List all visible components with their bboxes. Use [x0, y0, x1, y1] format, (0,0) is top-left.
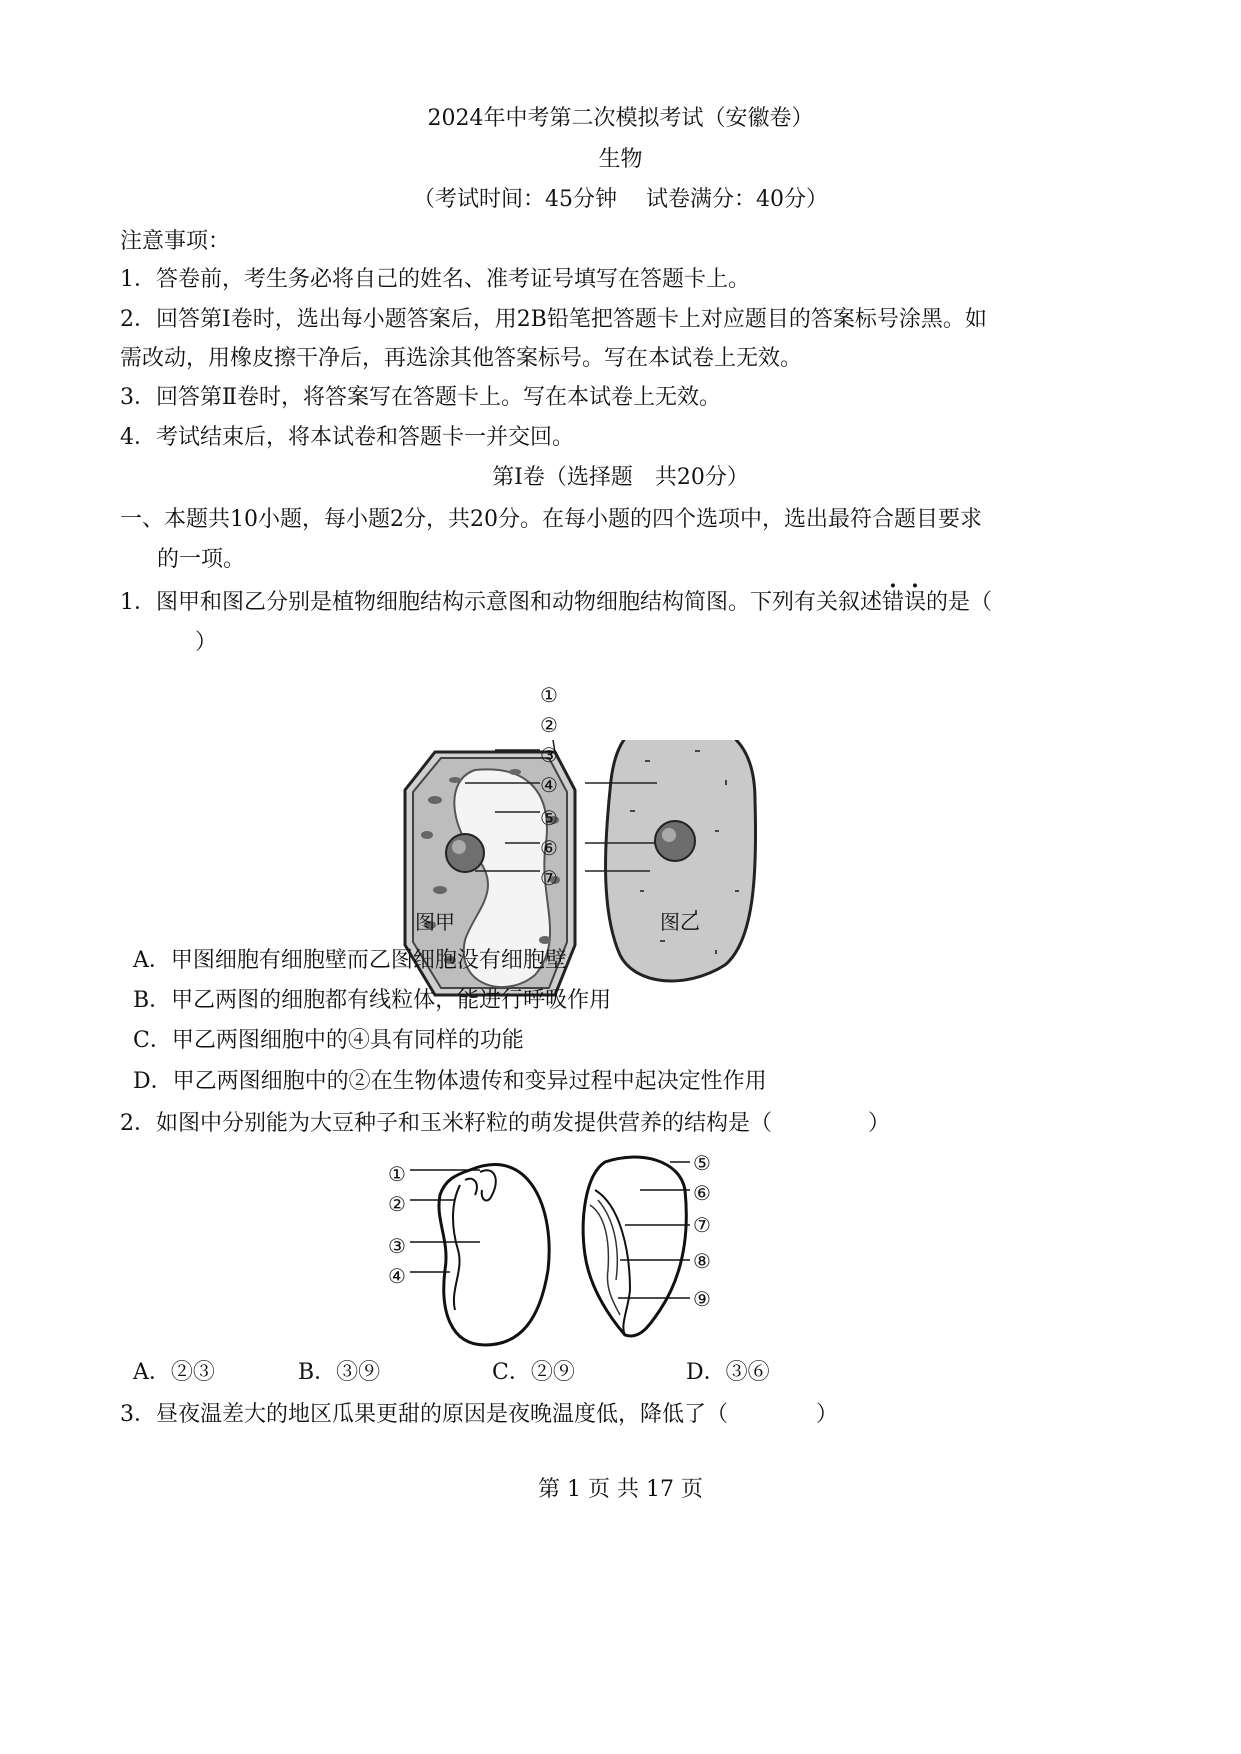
seed-label-7: ⑦	[693, 1213, 711, 1237]
q3-stem-close: ）	[816, 1402, 839, 1427]
exam-title: 2024年中考第二次模拟考试（安徽卷）	[427, 106, 814, 131]
q1-option-b: B．甲乙两图的细胞都有线粒体，能进行呼吸作用	[133, 988, 612, 1013]
seed-label-8: ⑧	[693, 1249, 711, 1273]
q1-emphasis-char-2: 误	[904, 590, 927, 615]
cell-label-4: ④	[540, 773, 558, 797]
cell-label-6: ⑥	[540, 836, 558, 860]
seed-label-1: ①	[388, 1162, 406, 1186]
seed-label-4: ④	[388, 1264, 406, 1288]
note-item-2-line-2: 需改动，用橡皮擦干净后，再选涂其他答案标号。写在本试卷上无效。	[120, 346, 803, 371]
corn-kernel-diagram	[583, 1157, 686, 1336]
note-item-3: 3．回答第Ⅱ卷时，将答案写在答题卡上。写在本试卷上无效。	[120, 385, 721, 410]
notes-heading: 注意事项：	[120, 229, 231, 254]
page-footer: 第 1 页 共 17 页	[538, 1477, 703, 1502]
q1-stem-close: ）	[195, 630, 218, 655]
q1-stem-text: 1．图甲和图乙分别是植物细胞结构示意图和动物细胞结构简图。下列有关叙述	[120, 590, 882, 615]
seed-label-5: ⑤	[693, 1151, 711, 1175]
caption-figure-a: 图甲	[415, 910, 455, 934]
q1-emphasis-char-1: 错	[882, 590, 905, 615]
q2-stem-close: ）	[868, 1111, 891, 1136]
seed-label-6: ⑥	[693, 1181, 711, 1205]
cell-label-1: ①	[540, 683, 558, 707]
q2-option-b: B．③⑨	[298, 1360, 381, 1385]
q2-stem: 2．如图中分别能为大豆种子和玉米籽粒的萌发提供营养的结构是（	[120, 1111, 772, 1136]
cell-label-2: ②	[540, 713, 558, 737]
q1-option-d: D．甲乙两图细胞中的②在生物体遗传和变异过程中起决定性作用	[133, 1069, 767, 1094]
seed-figure	[380, 1150, 740, 1350]
cell-label-7: ⑦	[540, 866, 558, 890]
note-item-1: 1．答卷前，考生务必将自己的姓名、准考证号填写在答题卡上。	[120, 267, 750, 292]
note-item-2-line-1: 2．回答第Ⅰ卷时，选出每小题答案后，用2B铅笔把答题卡上对应题目的答案标号涂黑。如	[120, 307, 987, 332]
q1-stem	[120, 588, 992, 618]
q2-option-c: C．②⑨	[492, 1360, 575, 1385]
cell-label-5: ⑤	[540, 806, 558, 830]
section-title: 第Ⅰ卷（选择题 共20分）	[492, 465, 749, 490]
seed-label-2: ②	[388, 1192, 406, 1216]
q1-option-c: C．甲乙两图细胞中的④具有同样的功能	[133, 1028, 524, 1053]
caption-figure-b: 图乙	[660, 910, 700, 934]
q1-stem-after: 的是（	[926, 590, 993, 615]
bean-seed-diagram	[439, 1165, 549, 1345]
seed-label-3: ③	[388, 1234, 406, 1258]
animal-cell-diagram	[606, 740, 756, 981]
q3-stem: 3．昼夜温差大的地区瓜果更甜的原因是夜晚温度低，降低了（	[120, 1402, 728, 1427]
exam-info: （考试时间：45分钟 试卷满分：40分）	[413, 187, 828, 212]
section-intro-line-1: 一、本题共10小题，每小题2分，共20分。在每小题的四个选项中，选出最符合题目要求	[120, 507, 982, 532]
section-intro-line-2: 的一项。	[157, 547, 246, 572]
subject-title: 生物	[598, 147, 643, 172]
note-item-4: 4．考试结束后，将本试卷和答题卡一并交回。	[120, 425, 574, 450]
q1-option-a: A．甲图细胞有细胞壁而乙图细胞没有细胞壁	[133, 948, 567, 973]
seed-label-9: ⑨	[693, 1287, 711, 1311]
cell-figure-labels	[540, 680, 570, 893]
cell-label-3: ③	[540, 743, 558, 767]
q2-option-a: A．②③	[133, 1360, 215, 1385]
q2-option-d: D．③⑥	[686, 1360, 770, 1385]
